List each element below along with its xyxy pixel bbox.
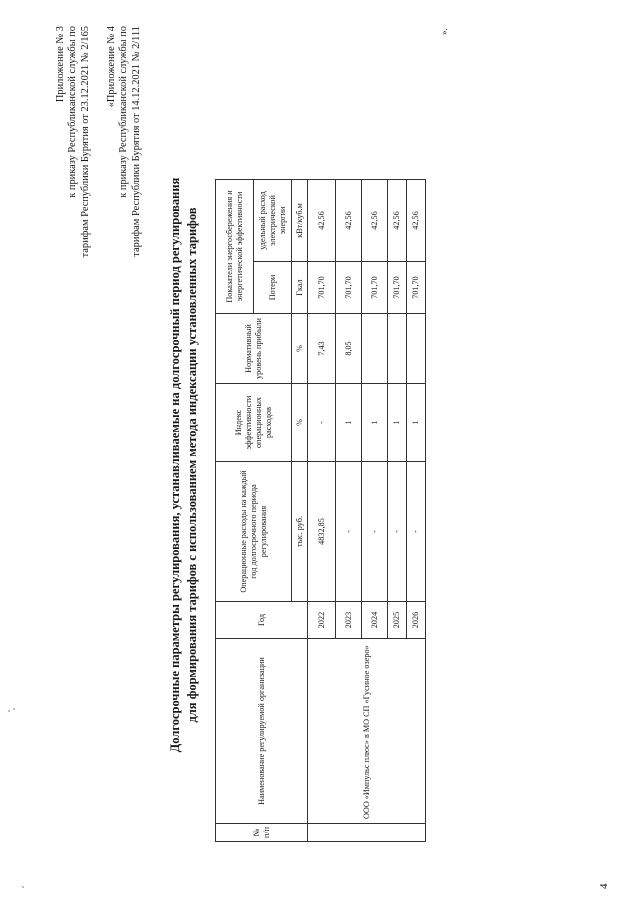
cell-losses: 701,70	[407, 262, 426, 314]
header-opex: Операционные расходы на каждый год долгосрочного периода регулирования	[216, 462, 292, 602]
cell-profit	[388, 314, 407, 384]
appendix-header-old	[106, 26, 143, 526]
table-row	[308, 180, 336, 842]
header-electricity: удельный расход электрической энергии	[254, 180, 292, 262]
row-number-cell	[308, 824, 426, 842]
appendix-header-new	[55, 26, 92, 526]
header-num: № п/п	[216, 824, 308, 842]
closing-quote-mark: ».	[439, 28, 449, 35]
cell-profit	[362, 314, 388, 384]
cell-index: -	[308, 384, 336, 462]
document-title-line1: Долгосрочные параметры регулирования, устанавливаемые на долгосрочный период регулирования	[168, 177, 182, 753]
appendix-line: к приказу Республиканской службы по	[118, 26, 130, 198]
cell-electricity: 42,56	[407, 180, 426, 262]
header-year: Год	[216, 602, 308, 639]
header-energy-group: Показатели энергосбережения и энергетической эффективности	[216, 180, 254, 314]
scan-speck	[13, 708, 15, 710]
unit-profit: %	[292, 314, 308, 384]
cell-profit: 7,43	[308, 314, 336, 384]
appendix-line: к приказу Республиканской службы по	[67, 26, 79, 198]
cell-electricity: 42,56	[308, 180, 336, 262]
cell-losses: 701,70	[336, 262, 362, 314]
cell-index: 1	[407, 384, 426, 462]
cell-year: 2025	[388, 602, 407, 639]
cell-year: 2023	[336, 602, 362, 639]
cell-year: 2024	[362, 602, 388, 639]
header-profit: Нормативный уровень прибыли	[216, 314, 292, 384]
cell-opex: -	[388, 462, 407, 602]
document-title-line2: для формирования тарифов с использованием метода индексации установленных тарифов	[185, 207, 199, 723]
appendix-line: тарифам Республики Бурятия от 23.12.2021 № 2/165	[79, 26, 91, 258]
cell-losses: 701,70	[362, 262, 388, 314]
cell-losses: 701,70	[388, 262, 407, 314]
cell-year: 2026	[407, 602, 426, 639]
header-organization: Наименование регулируемой организации	[216, 639, 308, 824]
cell-year: 2022	[308, 602, 336, 639]
cell-electricity: 42,56	[362, 180, 388, 262]
cell-electricity: 42,56	[388, 180, 407, 262]
unit-electricity: кВт/куб.м	[292, 180, 308, 262]
cell-opex: 4832,85	[308, 462, 336, 602]
cell-opex: -	[336, 462, 362, 602]
cell-profit: 8,05	[336, 314, 362, 384]
cell-losses: 701,70	[308, 262, 336, 314]
header-efficiency-index: Индекс эффективности операционных расходов	[216, 384, 292, 462]
organization-name: ООО «Импульс плюс» в МО СП «Гусиное озеро»	[308, 639, 426, 824]
parameters-table	[215, 179, 426, 842]
scan-speck	[8, 710, 10, 712]
appendix-line: тарифам Республики Бурятия от 14.12.2021 № 2/111	[130, 26, 142, 257]
header-losses: Потери	[254, 262, 292, 314]
cell-index: 1	[388, 384, 407, 462]
cell-profit	[407, 314, 426, 384]
unit-index: %	[292, 384, 308, 462]
scan-speck	[22, 886, 24, 888]
unit-losses: Гкал	[292, 262, 308, 314]
appendix-line: «Приложение № 4	[106, 26, 117, 108]
unit-opex: тыс. руб.	[292, 462, 308, 602]
cell-electricity: 42,56	[336, 180, 362, 262]
cell-index: 1	[336, 384, 362, 462]
page-number: 4	[598, 883, 610, 889]
cell-index: 1	[362, 384, 388, 462]
appendix-line: Приложение № 3	[55, 26, 66, 103]
cell-opex: -	[407, 462, 426, 602]
cell-opex: -	[362, 462, 388, 602]
